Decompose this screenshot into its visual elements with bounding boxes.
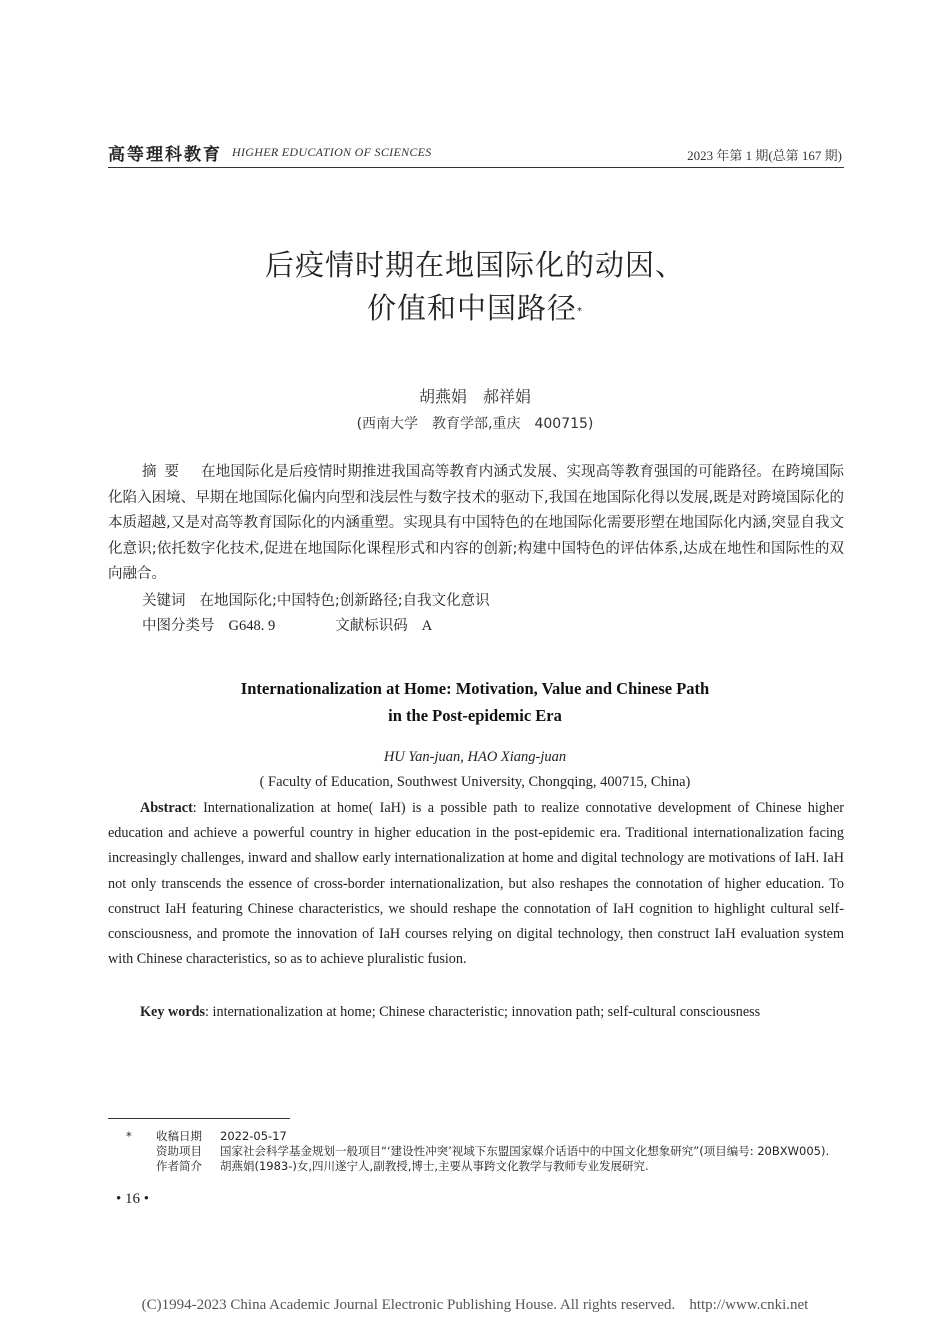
title-en-line2: in the Post-epidemic Era [388, 706, 562, 725]
clc-label: 中图分类号 [142, 618, 215, 634]
keywords-cn-label: 关键词 [142, 593, 186, 609]
footnote-value: 国家社会科学基金规划一般项目“‘建设性冲突’视域下东盟国家媒介话语中的中国文化想象研究”(项目编号: 20BXW005). [220, 1144, 830, 1158]
keywords-cn-text: 在地国际化;中国特色;创新路径;自我文化意识 [199, 593, 490, 609]
footnote-value: 胡燕娟(1983-)女,四川遂宁人,副教授,博士,主要从事跨文化教学与教师专业发展研究. [220, 1159, 649, 1173]
footnotes [126, 1129, 844, 1174]
footnote-rule [108, 1118, 290, 1119]
classification-line [142, 614, 432, 635]
doc-code-value: A [421, 618, 433, 634]
keywords-en-text: internationalization at home; Chinese characteristic; innovation path; self-cultural consciousness [212, 1004, 761, 1020]
doc-code-label: 文献标识码 [335, 618, 408, 634]
keywords-en-colon: : [205, 1004, 213, 1020]
issue-info: 2023 年第 1 期(总第 167 期) [687, 148, 842, 163]
title-cn-line2 [0, 286, 950, 330]
footnote-received [126, 1129, 844, 1144]
footnote-value: 2022-05-17 [220, 1129, 287, 1143]
footnote-label: 资助项目 [156, 1144, 202, 1158]
clc-value: G648. 9 [228, 618, 276, 634]
abstract-cn-text: 在地国际化是后疫情时期推进我国高等教育内涵式发展、实现高等教育强国的可能路径。在跨境国际化陷入困境、早期在地国际化偏内向型和浅层性与数字技术的驱动下,我国在地国际化得以发展,既是对跨境国际化的本质超越,又是对高等教育国际化的内涵重塑。实现具有中国特色的在地国际化需要形塑在地国际化内涵,突显自我文化意识;依托数字化技术,促进在地国际化课程形式和内容的创新;构建中国特色的评估体系,达成在地性和国际性的双向融合。 [108, 464, 844, 582]
abstract-cn [108, 460, 844, 588]
page-number: • 16 • [116, 1191, 150, 1207]
footnote-mark: * [126, 1129, 132, 1143]
title-footnote-mark: * [577, 306, 583, 317]
footnote-label: 收稿日期 [156, 1129, 202, 1143]
authors-cn: 胡燕娟 郝祥娟 [418, 387, 531, 406]
affiliation-cn: (西南大学 教育学部,重庆 400715) [356, 416, 594, 432]
header-rule [108, 167, 844, 168]
copyright-url[interactable]: http://www.cnki.net [689, 1297, 809, 1313]
affiliation-en: ( Faculty of Education, Southwest University, Chongqing, 400715, China) [259, 774, 691, 790]
footnote-label: 作者简介 [156, 1159, 202, 1173]
abstract-en-text: Internationalization at home( IaH) is a possible path to realize connotative development of Chinese higher education and achieve a powerful country in higher education in the post-epidemic era. Traditional internationalization facing increasingly challenges, inward and shallow early internationalization at home and digital technology are motivations of IaH. IaH not only transcends the essence of cross-border internationalization, but also reshapes the connotation of higher education. To construct IaH featuring Chinese characteristics, we should reshape the connotation of IaH cognition to highlight cultural self-consciousness, and promote the innovation of IaH courses relying on digital technology, then construct IaH evaluation system with Chinese characteristics, so as to achieve pluralistic fusion. [108, 800, 844, 968]
title-en-line1: Internationalization at Home: Motivation, Value and Chinese Path [240, 679, 710, 698]
abstract-cn-label: 摘要 [142, 464, 187, 480]
keywords-en [108, 1000, 844, 1025]
journal-name-cn: 高等理科教育 [108, 145, 222, 165]
abstract-en-colon: : [192, 800, 204, 816]
abstract-en [108, 796, 844, 972]
copyright-line [0, 1297, 950, 1314]
keywords-cn [142, 589, 490, 610]
title-cn-line1: 后疫情时期在地国际化的动因、 [264, 248, 685, 282]
footnote-funding [126, 1144, 844, 1159]
keywords-en-label: Key words [140, 1004, 206, 1020]
abstract-en-label: Abstract [140, 800, 193, 816]
title-cn-line2-text: 价值和中国路径 [366, 291, 577, 325]
authors-en: HU Yan-juan, HAO Xiang-juan [383, 749, 567, 765]
copyright-text: (C)1994-2023 China Academic Journal Electronic Publishing House. All rights reserved. [141, 1297, 676, 1313]
footnote-author-bio [126, 1159, 844, 1174]
journal-name-en: HIGHER EDUCATION OF SCIENCES [232, 145, 432, 159]
